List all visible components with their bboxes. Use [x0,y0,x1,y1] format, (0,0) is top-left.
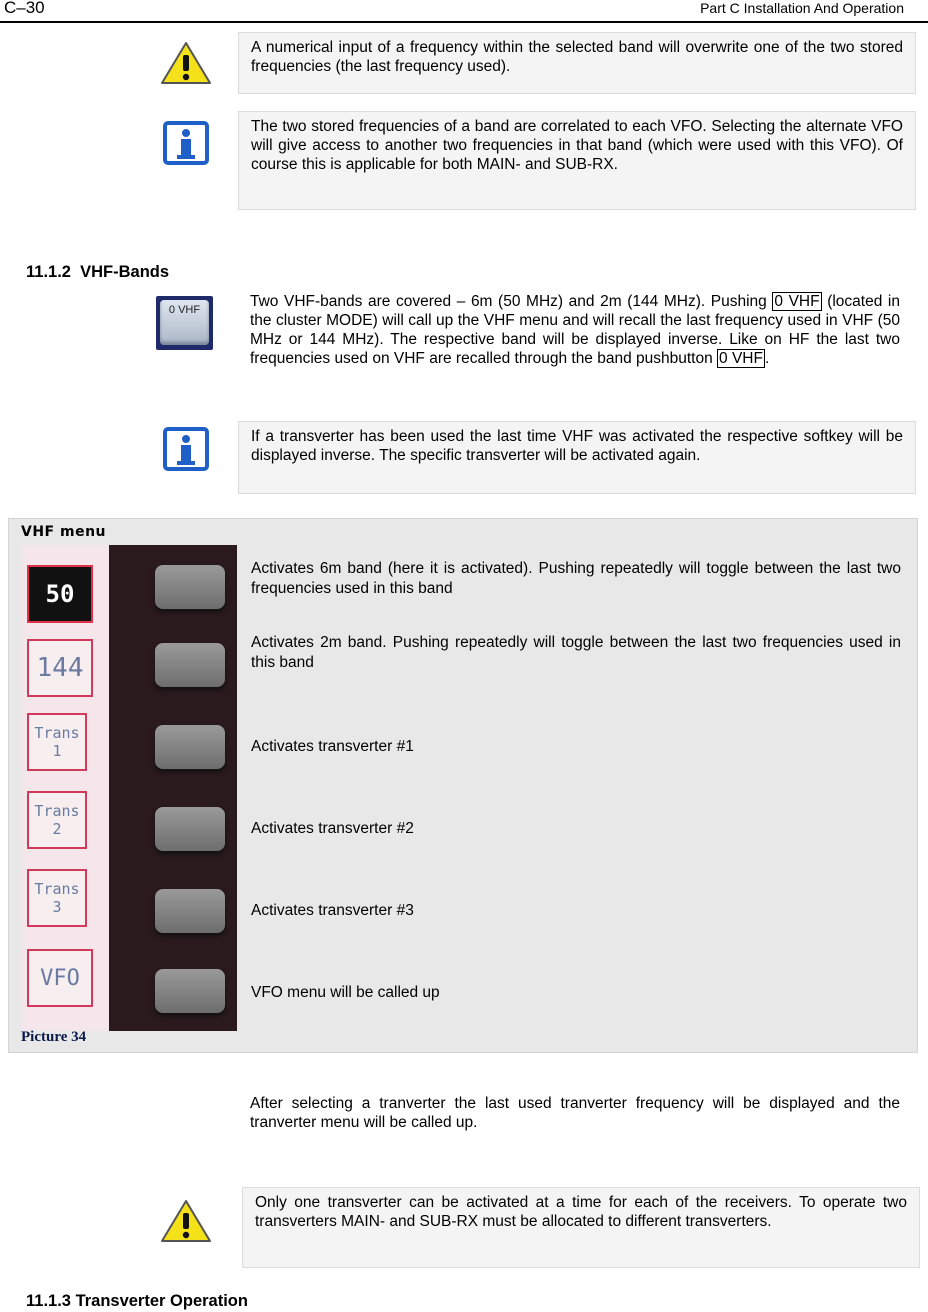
section-title-2: Transverter Operation [75,1292,248,1310]
section-title: VHF-Bands [80,263,170,281]
desc-softkey-vfo: VFO menu will be called up [251,984,440,1001]
vhf-menu-photo [21,545,237,1031]
pushbutton-3[interactable] [155,725,225,769]
desc-softkey-144: Activates 2m band. Pushing repeatedly will toggle between the last two frequencies used in this band [251,634,901,671]
key-0-vhf-2: 0 VHF [719,350,763,367]
softkey-trans-3[interactable]: Trans 3 [27,869,87,927]
note-info-2: If a transverter has been used the last time VHF was activated the respective softkey will be displayed inverse. The specific transverter will be activated again. [238,421,916,494]
header-rule [0,21,928,23]
section-heading-transverter [26,1292,248,1311]
desc-softkey-50: Activates 6m band (here it is activated). Pushing repeatedly will toggle between the last two frequencies used in this band [251,560,901,597]
note-warning-1: A numerical input of a frequency within the selected band will overwrite one of the two stored frequencies (the last frequency used). [238,32,916,94]
vhf-button-image [156,296,213,350]
page-number: C–30 [4,0,45,17]
section-number: 11.1.2 [26,263,71,281]
note-warning-2: Only one transverter can be activated at a time for each of the receivers. To operate two transverters MAIN- and SUB-RX must be allocated to different transverters. [242,1187,920,1268]
vhf-intro-text-1: Two VHF-bands are covered – 6m (50 MHz) and 2m (144 MHz). Pushing [250,293,767,310]
vhf-button-label: 0 VHF [160,300,209,345]
pushbutton-1[interactable] [155,565,225,609]
picture-caption: Picture 34 [21,1029,87,1045]
info-icon [162,120,210,166]
note-info-1: The two stored frequencies of a band are correlated to each VFO. Selecting the alternate VFO will give access to another two frequencies in that band (which were used with this VFO). Of course this is applicable for both MAIN- and SUB-RX. [238,111,916,210]
pushbutton-2[interactable] [155,643,225,687]
vhf-intro-end: . [764,350,770,367]
section-heading-vhf-bands [26,263,169,282]
softkey-trans-2[interactable]: Trans 2 [27,791,87,849]
desc-softkey-trans-1: Activates transverter #1 [251,738,414,755]
after-paragraph: After selecting a tranverter the last used tranverter frequency will be displayed and the tranverter menu will be called up. [250,1095,900,1131]
section-number-2: 11.1.3 [26,1292,71,1310]
section-header: Part C Installation And Operation [700,0,904,16]
softkey-vfo[interactable]: VFO [27,949,93,1007]
softkey-144[interactable]: 144 [27,639,93,697]
pushbutton-5[interactable] [155,889,225,933]
vhf-intro-text-2: (located in the cluster MODE) will call up the VHF menu and will recall the last frequency used in VHF (50 MHz or 144 MHz). The respective band will be displayed inverse. Like on HF the last two frequencies used on VHF are recalled through the band pushbutton [250,293,900,367]
vhf-menu-title: VHF menu [21,524,107,540]
vhf-menu-panel [8,518,918,1053]
key-0-vhf: 0 VHF [774,293,820,310]
pushbutton-4[interactable] [155,807,225,851]
info-icon-2 [162,426,210,472]
desc-softkey-trans-2: Activates transverter #2 [251,820,414,837]
desc-softkey-trans-3: Activates transverter #3 [251,902,414,919]
softkey-50[interactable]: 50 [27,565,93,623]
vhf-intro-paragraph [250,292,900,368]
softkey-strip [21,545,109,1031]
warning-icon [160,40,212,86]
softkey-trans-1[interactable]: Trans 1 [27,713,87,771]
warning-icon-2 [160,1198,212,1244]
pushbutton-6[interactable] [155,969,225,1013]
